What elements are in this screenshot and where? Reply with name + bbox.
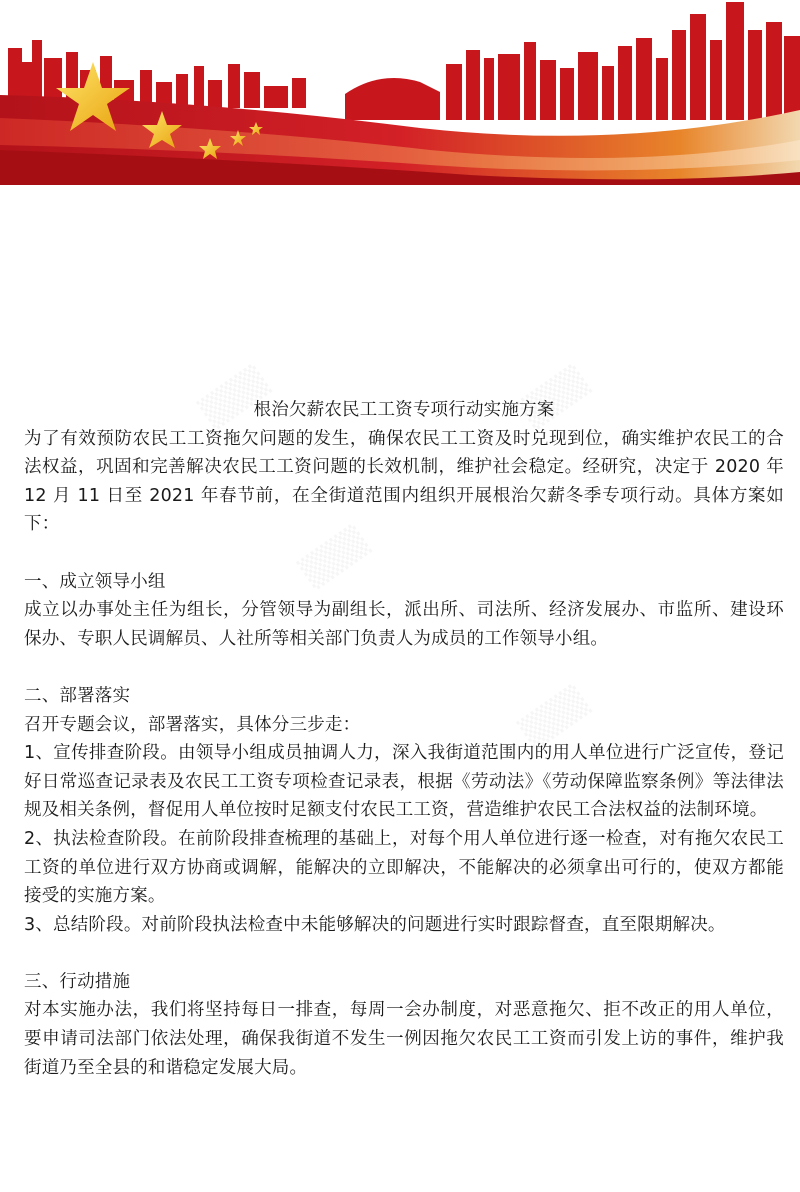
- section-paragraph: 1、宣传排查阶段。由领导小组成员抽调人力，深入我街道范围内的用人单位进行广泛宣传，登记好日常巡查记录表及农民工工资专项检查记录表，根据《劳动法》《劳动保障监察条例》等法律法规及相关条例，督促用人单位按时足额支付农民工工资，营造维护农民工合法权益的法制环境。: [24, 743, 784, 821]
- header-banner: [0, 0, 800, 185]
- intro-paragraph: 为了有效预防农民工工资拖欠问题的发生，确保农民工工资及时兑现到位，确实维护农民工的合法权益，巩固和完善解决农民工工资问题的长效机制，维护社会稳定。经研究，决定于 2020 年 12 月 11 日至 2021 年春节前，在全街道范围内组织开展根治欠薪冬季专项行动。具体方案如下：: [24, 428, 784, 535]
- section-heading: 一、成立领导小组: [24, 571, 166, 592]
- section-heading: 二、部署落实: [24, 685, 131, 706]
- document-body: [24, 396, 784, 1082]
- section-paragraph: 3、总结阶段。对前阶段执法检查中未能够解决的问题进行实时跟踪督查，直至限期解决。: [24, 914, 726, 935]
- section-paragraph: 成立以办事处主任为组长，分管领导为副组长，派出所、司法所、经济发展办、市监所、建设环保办、专职人民调解员、人社所等相关部门负责人为成员的工作领导小组。: [24, 600, 784, 649]
- section-heading: 三、行动措施: [24, 971, 131, 992]
- section-paragraph: 对本实施办法，我们将坚持每日一排查，每周一会办制度，对恶意拖欠、拒不改正的用人单位，要申请司法部门依法处理，确保我街道不发生一例因拖欠农民工工资而引发上访的事件，维护我街道乃至全县的和谐稳定发展大局。: [24, 1000, 784, 1078]
- document-title: 根治欠薪农民工工资专项行动实施方案: [253, 400, 555, 420]
- section-paragraph: 召开专题会议，部署落实，具体分三步走：: [24, 714, 361, 735]
- section-paragraph: 2、执法检查阶段。在前阶段排查梳理的基础上，对每个用人单位进行逐一检查，对有拖欠农民工工资的单位进行双方协商或调解，能解决的立即解决，不能解决的必须拿出可行的，使双方都能接受的实施方案。: [24, 828, 784, 907]
